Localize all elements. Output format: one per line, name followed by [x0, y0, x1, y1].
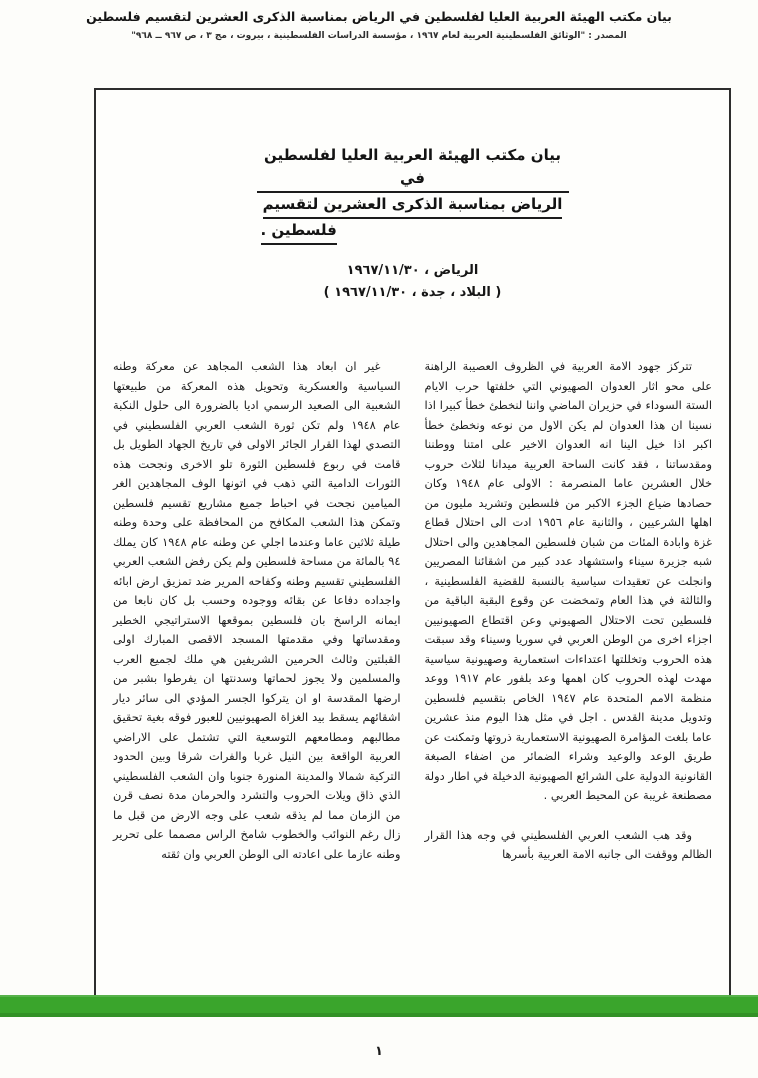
document-title-line-2 — [257, 193, 569, 219]
paragraph: تتركز جهود الامة العربية في الظروف العصيبة الراهنة على محو اثار العدوان الصهيوني التي خلفتها حرب الايام الستة السوداء في حزيران الماضي واننا لنخطئ خطأ كبيرا اذا نسينا ان هذا العدوان لم يكن الاول من نوعه ونخطئ خطأ اكبر اذا خيل الينا انه العدوان الاخير على امتنا ووطننا ومقدساتنا ، فقد كانت الساحة العربية ميدانا لثلاث حروب خلال العشرين عاما المنصرمة : الاولى عام ١٩٤٨ وكان حصادها ضياع الجزء الاكبر من فلسطين وتشريد مليون من اهلها الشرعيين ، والثانية عام ١٩٥٦ ادت الى احتلال قطاع غزة وابادة المئات من شبان فلسطين المجاهدين والى احتلال شبه جزيرة سيناء واستشهاد عدد كبير من اشقائنا المصريين وانجلت عن تعقيدات سياسية بالنسبة للقضية الفلسطينية ، والثالثة في هذا العام وتمخضت عن وقوع البقية الباقية من فلسطين تحت الاحتلال الصهيوني وعن اقتطاع الصهيونيين اجزاء اخرى من الوطن العربي في سوريا وسيناء وقد سبقت هذه الحروب وتخللتها اعتداءات استعمارية وصهيونية سياسية مهدت لهذه الحروب كان اهمها وعد بلفور عام ١٩١٧ ووعد منظمة الامم المتحدة عام ١٩٤٧ الخاص بتقسيم فلسطين وتدويل مدينة القدس . اجل في مثل هذا اليوم منذ عشرين عاما بلغت المؤامرة الصهيونية الاستعمارية ذروتها وتمكنت عن طريق الوعد والوعيد وشراء الضمائر من اضفاء الصبغة القانونية الدولية على الشرائع الصهيونية الدخيلة في اطار دولة مصطنعة غريبة عن المحيط العربي . — [424, 359, 713, 802]
document-frame — [94, 88, 731, 996]
document-title-text-2: الرياض بمناسبة الذكرى العشرين لتقسيم — [263, 193, 563, 219]
dateline-city: الرياض ، ١٩٦٧/١١/٣٠ — [346, 263, 479, 278]
document-title-line-1 — [257, 144, 569, 193]
column-right — [425, 357, 713, 865]
header-source-line: المصدر : "الوثائق الفلسطينية العربية لعام ١٩٦٧ ، مؤسسة الدراسات الفلسطينية ، بيروت ، مج ٣ ، ص ٩٦٧ ــ ٩٦٨" — [131, 31, 627, 41]
page-number: ١ — [375, 1044, 383, 1059]
document-title-line-3 — [257, 219, 569, 245]
header-title: بيان مكتب الهيئة العربية العليا لفلسطين في الرياض بمناسبة الذكرى العشرين لتقسيم فلسطين — [86, 9, 672, 24]
paragraph: غير ان ابعاد هذا الشعب المجاهد عن معركة وطنه السياسية والعسكرية وتحويل هذه المعركة من طبيعتها الشعبية الى الصعيد الرسمي اديا بالضرورة الى حلول النكبة عام ١٩٤٨ ولم تكن ثورة الشعب العربي الفلسطيني في التصدي لهذا القرار الجائر الاولى في تاريخ الجهاد الطويل بل قامت في ربوع فلسطين الثورة تلو الاخرى ونجحت هذه الثورات الدامية التي ذهب في اتونها الوف المجاهدين الغر الميامين نجحت في احباط جميع مشاريع تقسيم فلسطين وتمكن هذا الشعب المكافح من المحافظة على وحدة وطنه طيلة ثلاثين عاما وعندما اجلي عن وطنه عام ١٩٤٨ كان يملك ٩٤ بالمائة من مساحة فلسطين ولم يكن رفض الشعب العربي الفلسطيني تقسيم وطنه وكفاحه المرير ضد تمزيق ارض ابائه واجداده دفاعا عن بقائه ووجوده وحسب بل كان نابعا من ايمانه الراسخ بان فلسطين بموقعها الاستراتيجي الخطير ومقدساتها وفي مقدمتها المسجد الاقصى المبارك اولى القبلتين وثالث الحرمين الشريفين هي ملك لجميع العرب والمسلمين ولا يجوز لحماتها وسدنتها ان يفرطوا بشبر من ارضها المقدسة او ان يتركوا الجسر المؤدي الى سائر ديار اشقائهم يسقط بيد الغزاة الصهيونيين للعبور فوقه بغية تحقيق مطالبهم ومطامعهم التوسعية التي تشتمل على الاراضي العربية الواقعة بين النيل غربا والفرات شرقا وبين الحدود التركية شمالا والمدينة المنورة جنوبا وان الشعب الفلسطيني الذي ذاق ويلات الحروب والتشرد والحرمان مدة نصف قرن من الزمان مما لم يذقه شعب على وجه الارض من قبل ما زال رغم النوائب والخطوب شامخ الراس مصمما على تحرير وطنه عازما على اعادته الى الوطن العربي وان ثقته — [113, 359, 401, 861]
document-title-text-3: فلسطين . — [261, 219, 337, 245]
scan-green-bar — [0, 995, 758, 1017]
document-title-text-1: بيان مكتب الهيئة العربية العليا لفلسطين في — [257, 144, 569, 193]
document-title — [257, 144, 569, 245]
text-columns — [96, 357, 729, 865]
column-left — [113, 357, 401, 865]
paragraph: وقد هب الشعب العربي الفلسطيني في وجه هذا القرار الظالم ووقفت الى جانبه الامة العربية بأسرها — [424, 827, 712, 861]
dateline-newspaper: ( البلاد ، جدة ، ١٩٦٧/١١/٣٠ ) — [323, 285, 502, 300]
